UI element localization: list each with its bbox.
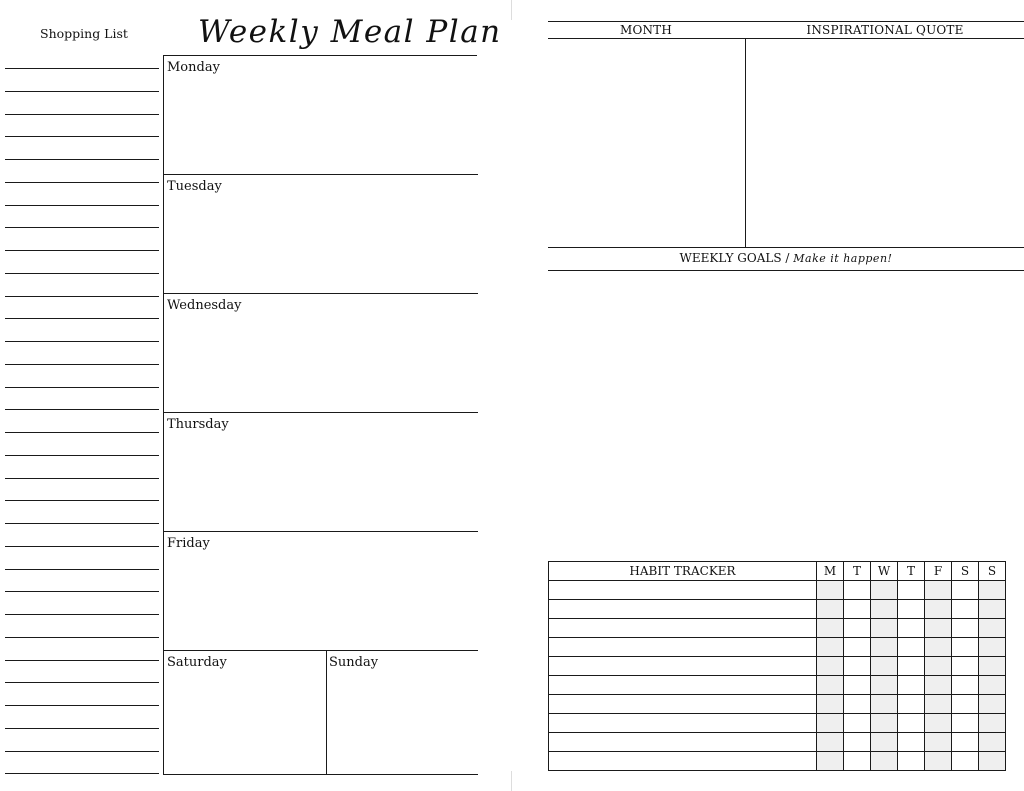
habit-day-thursday: T xyxy=(898,562,925,581)
habit-check-cell[interactable] xyxy=(871,619,898,638)
shopping-list-line[interactable] xyxy=(5,409,159,410)
shopping-list-line[interactable] xyxy=(5,273,159,274)
shopping-list-line[interactable] xyxy=(5,478,159,479)
habit-name-cell[interactable] xyxy=(549,676,817,695)
day-label-wednesday: Wednesday xyxy=(167,298,242,313)
habit-check-cell[interactable] xyxy=(844,733,871,752)
habit-row xyxy=(549,581,1006,600)
habit-check-cell[interactable] xyxy=(817,638,844,657)
habit-check-cell[interactable] xyxy=(898,733,925,752)
habit-check-cell[interactable] xyxy=(898,657,925,676)
habit-row xyxy=(549,600,1006,619)
habit-check-cell[interactable] xyxy=(871,676,898,695)
shopping-list-line[interactable] xyxy=(5,318,159,319)
habit-check-cell[interactable] xyxy=(925,752,952,771)
habit-day-saturday: S xyxy=(952,562,979,581)
habit-row xyxy=(549,714,1006,733)
habit-name-cell[interactable] xyxy=(549,714,817,733)
quote-label: INSPIRATIONAL QUOTE xyxy=(806,23,964,37)
habit-check-cell[interactable] xyxy=(898,600,925,619)
habit-check-cell[interactable] xyxy=(925,733,952,752)
day-label-saturday: Saturday xyxy=(167,655,227,670)
habit-name-cell[interactable] xyxy=(549,752,817,771)
habit-check-cell[interactable] xyxy=(844,581,871,600)
weekly-goals-subtitle: Make it happen! xyxy=(793,252,893,265)
habit-check-cell[interactable] xyxy=(952,638,979,657)
habit-check-cell[interactable] xyxy=(952,752,979,771)
page-divider-top xyxy=(511,0,512,20)
habit-check-cell[interactable] xyxy=(925,657,952,676)
habit-day-friday: F xyxy=(925,562,952,581)
shopping-list-line[interactable] xyxy=(5,682,159,683)
habit-check-cell[interactable] xyxy=(979,695,1006,714)
habit-check-cell[interactable] xyxy=(979,714,1006,733)
habit-check-cell[interactable] xyxy=(979,676,1006,695)
habit-day-tuesday: T xyxy=(844,562,871,581)
weekly-goals-label: WEEKLY GOALS / xyxy=(679,251,790,265)
shopping-list-line[interactable] xyxy=(5,569,159,570)
habit-check-cell[interactable] xyxy=(844,638,871,657)
habit-check-cell[interactable] xyxy=(817,752,844,771)
page-divider-bottom xyxy=(511,771,512,791)
habit-check-cell[interactable] xyxy=(844,600,871,619)
habit-check-cell[interactable] xyxy=(898,619,925,638)
habit-check-cell[interactable] xyxy=(979,657,1006,676)
habit-check-cell[interactable] xyxy=(844,695,871,714)
shopping-list-line[interactable] xyxy=(5,455,159,456)
habit-tracker-title: HABIT TRACKER xyxy=(549,562,817,581)
habit-name-cell[interactable] xyxy=(549,733,817,752)
habit-check-cell[interactable] xyxy=(925,638,952,657)
habit-header-row xyxy=(549,562,1006,581)
habit-row xyxy=(549,733,1006,752)
habit-check-cell[interactable] xyxy=(952,695,979,714)
day-label-thursday: Thursday xyxy=(167,417,229,432)
header-bottom-rule xyxy=(548,38,1024,39)
habit-name-cell[interactable] xyxy=(549,581,817,600)
habit-day-sunday: S xyxy=(979,562,1006,581)
shopping-list-line[interactable] xyxy=(5,705,159,706)
meal-plan-title: Weekly Meal Plan xyxy=(198,14,502,50)
habit-check-cell[interactable] xyxy=(979,581,1006,600)
habit-day-monday: M xyxy=(817,562,844,581)
meal-plan-grid xyxy=(163,55,477,775)
shopping-list-line[interactable] xyxy=(5,136,159,137)
habit-rows xyxy=(549,581,1006,771)
habit-check-cell[interactable] xyxy=(898,638,925,657)
habit-check-cell[interactable] xyxy=(925,695,952,714)
habit-check-cell[interactable] xyxy=(979,733,1006,752)
shopping-list-line[interactable] xyxy=(5,341,159,342)
habit-check-cell[interactable] xyxy=(871,657,898,676)
month-label: MONTH xyxy=(619,23,673,37)
habit-check-cell[interactable] xyxy=(871,600,898,619)
shopping-list-line[interactable] xyxy=(5,614,159,615)
habit-check-cell[interactable] xyxy=(925,619,952,638)
habit-row xyxy=(549,619,1006,638)
habit-name-cell[interactable] xyxy=(549,695,817,714)
day-divider xyxy=(164,531,478,532)
habit-check-cell[interactable] xyxy=(979,638,1006,657)
habit-check-cell[interactable] xyxy=(817,657,844,676)
shopping-list-line[interactable] xyxy=(5,432,159,433)
habit-check-cell[interactable] xyxy=(898,581,925,600)
day-label-tuesday: Tuesday xyxy=(167,179,222,194)
habit-check-cell[interactable] xyxy=(898,695,925,714)
habit-check-cell[interactable] xyxy=(844,619,871,638)
habit-check-cell[interactable] xyxy=(898,676,925,695)
habit-check-cell[interactable] xyxy=(979,600,1006,619)
shopping-list-line[interactable] xyxy=(5,114,159,115)
habit-check-cell[interactable] xyxy=(871,581,898,600)
habit-check-cell[interactable] xyxy=(979,619,1006,638)
habit-check-cell[interactable] xyxy=(871,752,898,771)
habit-check-cell[interactable] xyxy=(952,581,979,600)
habit-check-cell[interactable] xyxy=(871,733,898,752)
shopping-list-line[interactable] xyxy=(5,205,159,206)
habit-check-cell[interactable] xyxy=(898,752,925,771)
month-quote-divider xyxy=(745,38,746,247)
shopping-list-title: Shopping List xyxy=(40,26,128,41)
habit-check-cell[interactable] xyxy=(952,714,979,733)
habit-check-cell[interactable] xyxy=(925,714,952,733)
habit-name-cell[interactable] xyxy=(549,657,817,676)
goals-bottom-rule xyxy=(548,270,1024,271)
header-top-rule xyxy=(548,21,1024,22)
day-label-sunday: Sunday xyxy=(329,655,379,670)
habit-check-cell[interactable] xyxy=(871,714,898,733)
day-label-monday: Monday xyxy=(167,60,220,75)
day-divider xyxy=(164,412,478,413)
habit-check-cell[interactable] xyxy=(817,714,844,733)
habit-check-cell[interactable] xyxy=(871,695,898,714)
habit-check-cell[interactable] xyxy=(817,581,844,600)
shopping-list-line[interactable] xyxy=(5,500,159,501)
habit-check-cell[interactable] xyxy=(979,752,1006,771)
shopping-list-line[interactable] xyxy=(5,591,159,592)
shopping-list-line[interactable] xyxy=(5,227,159,228)
habit-check-cell[interactable] xyxy=(844,676,871,695)
habit-name-cell[interactable] xyxy=(549,619,817,638)
habit-name-cell[interactable] xyxy=(549,638,817,657)
habit-check-cell[interactable] xyxy=(952,676,979,695)
habit-day-wednesday: W xyxy=(871,562,898,581)
habit-name-cell[interactable] xyxy=(549,600,817,619)
shopping-list-line[interactable] xyxy=(5,546,159,547)
habit-check-cell[interactable] xyxy=(844,657,871,676)
habit-row xyxy=(549,638,1006,657)
habit-check-cell[interactable] xyxy=(817,695,844,714)
habit-check-cell[interactable] xyxy=(817,619,844,638)
habit-row xyxy=(549,676,1006,695)
shopping-list-line[interactable] xyxy=(5,296,159,297)
habit-check-cell[interactable] xyxy=(844,752,871,771)
shopping-list-line[interactable] xyxy=(5,523,159,524)
habit-check-cell[interactable] xyxy=(952,733,979,752)
habit-check-cell[interactable] xyxy=(952,657,979,676)
shopping-list-line[interactable] xyxy=(5,159,159,160)
day-divider xyxy=(164,293,478,294)
shopping-list-line[interactable] xyxy=(5,182,159,183)
habit-check-cell[interactable] xyxy=(925,600,952,619)
habit-check-cell[interactable] xyxy=(817,676,844,695)
shopping-list-line[interactable] xyxy=(5,773,159,774)
shopping-list-line[interactable] xyxy=(5,637,159,638)
shopping-list-line[interactable] xyxy=(5,250,159,251)
habit-check-cell[interactable] xyxy=(952,619,979,638)
habit-tracker-table xyxy=(548,561,1006,771)
shopping-list-line[interactable] xyxy=(5,728,159,729)
habit-check-cell[interactable] xyxy=(898,714,925,733)
habit-row xyxy=(549,752,1006,771)
habit-check-cell[interactable] xyxy=(844,714,871,733)
day-label-friday: Friday xyxy=(167,536,210,551)
shopping-list-line[interactable] xyxy=(5,660,159,661)
shopping-list-line[interactable] xyxy=(5,68,159,69)
weekly-goals-heading xyxy=(548,251,1024,265)
habit-row xyxy=(549,657,1006,676)
habit-check-cell[interactable] xyxy=(871,638,898,657)
habit-check-cell[interactable] xyxy=(925,581,952,600)
day-divider xyxy=(164,174,478,175)
day-divider xyxy=(164,774,478,775)
shopping-list-line[interactable] xyxy=(5,387,159,388)
shopping-list-line[interactable] xyxy=(5,364,159,365)
habit-check-cell[interactable] xyxy=(952,600,979,619)
weekend-divider xyxy=(326,650,327,774)
habit-row xyxy=(549,695,1006,714)
shopping-list-line[interactable] xyxy=(5,91,159,92)
habit-check-cell[interactable] xyxy=(817,733,844,752)
shopping-list-line[interactable] xyxy=(5,751,159,752)
habit-check-cell[interactable] xyxy=(817,600,844,619)
habit-check-cell[interactable] xyxy=(925,676,952,695)
day-divider xyxy=(164,650,478,651)
goals-top-rule xyxy=(548,247,1024,248)
